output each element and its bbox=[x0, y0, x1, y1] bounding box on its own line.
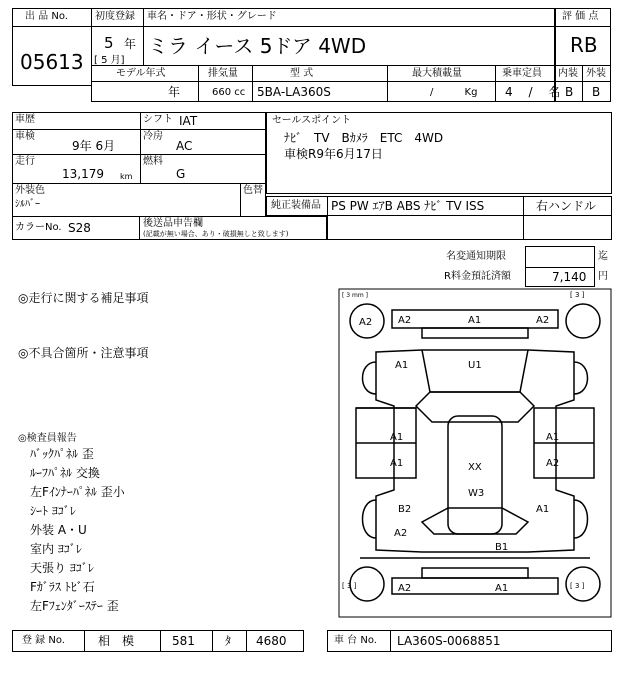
mark-right-front-door: A1 bbox=[546, 432, 560, 443]
windshield bbox=[416, 392, 534, 422]
ext-color-label: 外装色 bbox=[15, 185, 45, 196]
corner-bl: [ 3 ] bbox=[342, 582, 357, 590]
inspector-line: 左Fﾌｪﾝﾀﾞｰｽﾃｰ 歪 bbox=[30, 599, 119, 613]
rear-right-fender bbox=[574, 500, 588, 538]
color-change-label: 色替 bbox=[243, 185, 263, 196]
mark-front-bumper-right: A2 bbox=[536, 315, 550, 326]
max-load: / Kg bbox=[430, 87, 478, 98]
inspector-title: ◎検査員報告 bbox=[18, 433, 77, 444]
capacity-label: 乗車定員 bbox=[502, 68, 542, 79]
score-value: RB bbox=[570, 33, 598, 57]
mark-roof: XX bbox=[468, 462, 482, 473]
mark-hood: U1 bbox=[468, 360, 482, 371]
mileage-unit: km bbox=[120, 172, 133, 181]
exterior-grade: B bbox=[592, 85, 601, 99]
interior-grade: B bbox=[565, 85, 574, 99]
post-report-note: (記載が無い場合、あり・破損無しと致します) bbox=[143, 230, 289, 238]
corner-br: [ 3 ] bbox=[570, 582, 585, 590]
fuel-label: 燃料 bbox=[143, 156, 163, 167]
mark-left-rear-door: A1 bbox=[390, 458, 404, 469]
ext-color-row bbox=[12, 183, 266, 217]
inspector-line: 室内 ﾖｺﾞﾚ bbox=[30, 542, 82, 556]
inspector-line: ﾊﾞｯｸﾊﾟﾈﾙ 歪 bbox=[30, 447, 94, 461]
wheel-front-right bbox=[566, 304, 600, 338]
sales-point-title: セールスポイント bbox=[272, 115, 352, 126]
mark-fl-wheel: A2 bbox=[359, 317, 373, 328]
front-grille bbox=[422, 328, 528, 338]
inspection-label: 車検 bbox=[15, 131, 35, 142]
recycle-unit: 円 bbox=[598, 271, 608, 282]
mark-left-front-door: A1 bbox=[390, 432, 404, 443]
history-label: 車歴 bbox=[15, 114, 35, 125]
history-row bbox=[12, 112, 266, 130]
ext-color-value: ｼﾙﾊﾞｰ bbox=[15, 199, 40, 210]
inspector-line: ﾙｰﾌﾊﾟﾈﾙ 交換 bbox=[30, 466, 100, 480]
corner-tr: [ 3 ] bbox=[570, 291, 585, 299]
name-change-box bbox=[525, 246, 595, 268]
ac-label: 冷房 bbox=[143, 131, 163, 142]
chassis-value: LA360S-0068851 bbox=[397, 634, 501, 648]
fuel-value: G bbox=[176, 167, 186, 181]
reg-kana: ﾀ bbox=[225, 634, 232, 648]
sales-point-line1: ﾅﾋﾞ TV Bｶﾒﾗ ETC 4WD bbox=[284, 131, 444, 145]
reg-label: 登 録 No. bbox=[22, 635, 65, 646]
mark-right-rear-door: A2 bbox=[546, 458, 560, 469]
equipment-blank bbox=[327, 215, 612, 240]
first-reg-year-unit: 年 bbox=[124, 37, 137, 51]
front-left-fender bbox=[363, 362, 377, 394]
roof bbox=[448, 416, 502, 534]
rear-left-fender bbox=[363, 500, 377, 538]
reg-number: 4680 bbox=[256, 634, 287, 648]
type-label: 型 式 bbox=[290, 68, 314, 79]
body-outline bbox=[376, 350, 574, 552]
driving-notes-title: ◎走行に関する補足事項 bbox=[18, 291, 149, 305]
rear-garnish bbox=[422, 568, 528, 578]
name-change-label: 名変通知期限 bbox=[446, 251, 506, 262]
inspector-line: 左Fｲﾝﾅｰﾊﾟﾈﾙ 歪小 bbox=[30, 485, 125, 499]
inspection-value: 9年 6月 bbox=[72, 139, 116, 153]
max-load-label: 最大積載量 bbox=[412, 68, 462, 79]
ac-value: AC bbox=[176, 139, 193, 153]
sales-point-line2: 車検R9年6月17日 bbox=[284, 147, 383, 161]
first-reg-month: [ 5 月] bbox=[94, 55, 125, 66]
mileage-value: 13,179 bbox=[62, 167, 104, 181]
handle-side: 右ハンドル bbox=[536, 199, 597, 213]
mark-rear-right-fender: A1 bbox=[536, 504, 550, 515]
displacement: 660 cc bbox=[212, 87, 246, 98]
color-no-value: S28 bbox=[68, 221, 91, 235]
hood bbox=[422, 350, 528, 392]
name-change-unit: 迄 bbox=[598, 251, 608, 262]
recycle-value: 7,140 bbox=[552, 270, 587, 284]
score-label: 評 価 点 bbox=[562, 11, 599, 22]
mark-front-bumper-center: A1 bbox=[468, 315, 482, 326]
reg-class: 581 bbox=[172, 634, 195, 648]
rear-window bbox=[422, 508, 528, 534]
vehicle-name: ミラ イース 5ドア 4WD bbox=[148, 34, 367, 58]
first-reg-year: 5 bbox=[104, 34, 114, 52]
inspector-line: Fｶﾞﾗｽ ﾄﾋﾞ石 bbox=[30, 580, 95, 594]
post-report-label: 後送品申告欄 bbox=[143, 218, 203, 229]
displacement-label: 排気量 bbox=[208, 68, 238, 79]
inspection-row bbox=[12, 129, 266, 155]
vehicle-label: 車名・ドア・形状・グレード bbox=[147, 11, 277, 22]
shift-label: シフト bbox=[143, 114, 173, 125]
interior-label: 内装 bbox=[558, 68, 578, 79]
equipment-value: PS PW ｴｱB ABS ﾅﾋﾞ TV ISS bbox=[331, 199, 485, 213]
capacity: 4 / 名 bbox=[505, 85, 561, 99]
mark-rear-window: W3 bbox=[468, 488, 485, 499]
inspector-line: 外装 A・U bbox=[30, 523, 87, 537]
lot-label: 出 品 No. bbox=[25, 11, 68, 22]
equipment-label: 純正装備品 bbox=[271, 200, 321, 211]
first-reg-label: 初度登録 bbox=[95, 11, 135, 22]
color-no-label: カラーNo. bbox=[15, 222, 62, 233]
type-value: 5BA-LA360S bbox=[257, 85, 331, 99]
inspector-line: 天張り ﾖｺﾞﾚ bbox=[30, 561, 94, 575]
model-year-label: モデル年式 bbox=[116, 68, 166, 79]
defects-title: ◎不具合箇所・注意事項 bbox=[18, 346, 149, 360]
corner-tl: [ 3 mm ] bbox=[342, 292, 368, 299]
mark-rear-bumper-center: A1 bbox=[495, 583, 509, 594]
mileage-label: 走行 bbox=[15, 156, 35, 167]
reg-region: 相 模 bbox=[98, 634, 135, 648]
mark-front-left-fender: A1 bbox=[395, 360, 409, 371]
mark-rear-bumper-left: A2 bbox=[398, 583, 412, 594]
recycle-label: R料金預託済額 bbox=[444, 271, 511, 282]
mark-backdoor: B1 bbox=[495, 542, 509, 553]
rear-bumper bbox=[392, 578, 558, 594]
front-right-fender bbox=[574, 362, 588, 394]
shift-value: IAT bbox=[179, 114, 198, 128]
mark-rear-left-quarter: A2 bbox=[394, 528, 408, 539]
mileage-row bbox=[12, 154, 266, 184]
lot-number: 05613 bbox=[20, 50, 84, 74]
exterior-label: 外装 bbox=[586, 68, 606, 79]
chassis-label: 車 台 No. bbox=[334, 635, 377, 646]
car-damage-diagram bbox=[338, 288, 612, 618]
mark-front-bumper-left: A2 bbox=[398, 315, 412, 326]
inspector-line: ｼｰﾄ ﾖｺﾞﾚ bbox=[30, 504, 76, 518]
mark-rear-left-fender: B2 bbox=[398, 504, 412, 515]
model-year-unit: 年 bbox=[168, 85, 181, 99]
